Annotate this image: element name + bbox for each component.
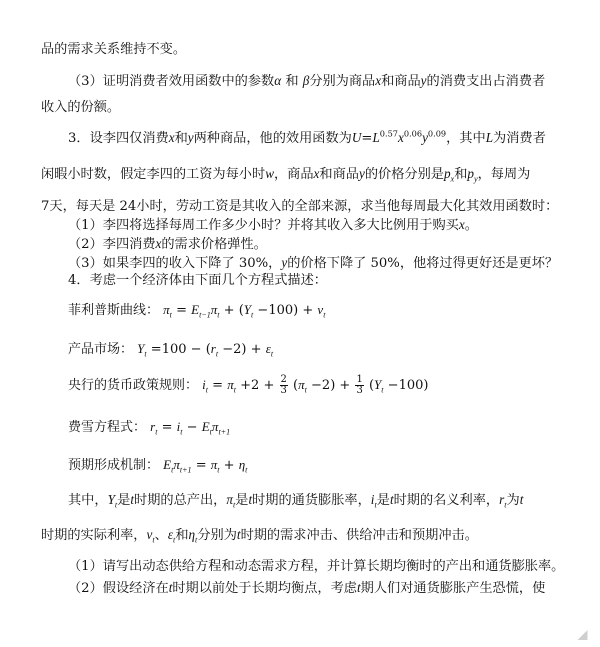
text-line-17: 时期的实际利率，$v_t$、$\varepsilon_t$和$\eta_t$分别为t时期的需求冲击、供给冲击和预期冲击。: [41, 527, 478, 545]
math-y: y: [358, 166, 365, 181]
line-text: 7天，每天是 24小时，劳动工资是其收入的全部来源，求当他每周最大化其效用函数时：: [41, 199, 559, 214]
math-y: y: [420, 73, 427, 88]
math-alpha: α: [274, 73, 282, 88]
line-text: ，每周为: [477, 167, 531, 182]
line-text: （3）如果李四的收入下降了 30%，: [68, 256, 282, 271]
line-text: 时期的通货膨胀率，: [252, 493, 371, 508]
line-text: 分别为商品: [309, 74, 376, 89]
equation-monetary-policy-rule: [68, 374, 428, 397]
text-line-19: （2）假设经济在t时期以前处于长期均衡点，考虑t期人们对通货膨胀产生恐慌，使: [68, 580, 546, 596]
math-x: x: [313, 166, 320, 181]
line-text: 时期的实际利率，: [41, 528, 147, 543]
text-line-4: [68, 128, 546, 149]
fraction-one-third: $\frac{1}{3}$: [356, 374, 363, 396]
line-text: 时期的总产出，: [134, 493, 227, 508]
line-text: 和商品: [319, 167, 359, 182]
line-text: 两种商品，他的效用函数为: [193, 131, 352, 146]
line-text: 3．设李四仅消费: [68, 131, 169, 146]
equation-label: 菲利普斯曲线：: [68, 303, 160, 318]
line-text: 时期的需求冲击、供给冲击和预期冲击。: [240, 528, 478, 543]
text-line-10: [68, 271, 327, 291]
line-text: （2）假设经济在: [68, 581, 169, 596]
text-line-7: [68, 215, 478, 236]
math-x: x: [155, 236, 162, 251]
line-text: 的价格下降了 50%，他将过得更好还是更坏？: [287, 256, 559, 271]
line-text: 期人们对通货膨胀产生恐慌，使: [360, 581, 546, 596]
line-text: ，商品: [273, 167, 314, 182]
line-text: 和: [175, 528, 189, 543]
utility-function: $U=L^{0.57}x^{0.06}y^{0.09}$: [351, 128, 447, 146]
line-text: 、: [154, 528, 168, 543]
line-text: ，其中: [446, 131, 486, 146]
math-x: x: [458, 217, 465, 232]
equation-body: $\pi_t = E_{t-1}\pi_t + (Y_t -100) + v_t$: [163, 302, 326, 320]
text-line-1: [41, 40, 186, 60]
equation-label: 预期形成机制：: [68, 458, 160, 473]
equation-product-market: [68, 338, 273, 361]
equation-expectation-formation: [68, 454, 247, 477]
text-line-8: [68, 234, 267, 255]
equation-body: $r_t = i_t - E_t\pi_{t+1}$: [150, 419, 231, 437]
line-text: 和: [454, 167, 468, 182]
equation-fisher: [68, 416, 230, 439]
fraction-two-thirds: $\frac{2}{3}$: [280, 374, 287, 396]
line-text: 是: [235, 493, 249, 508]
line-text: 分别为: [197, 528, 237, 543]
equation-body: $i_t = \pi_t +2$ + $\frac{2}{3}$ $(\pi_t -2)$ + $\frac{1}{3}$ $(Y_t -100)$: [202, 374, 429, 396]
equation-phillips-curve: [68, 299, 325, 322]
text-line-5: [41, 164, 530, 185]
equation-label: 费雪方程式：: [68, 420, 147, 435]
line-text: 品的需求关系维持不变。: [41, 42, 187, 57]
math-x: x: [168, 130, 175, 145]
page-curl-icon: [578, 630, 593, 645]
line-text: （2）李四消费: [68, 237, 156, 252]
equation-label: 央行的货币政策规则：: [68, 378, 199, 393]
math-w: w: [265, 166, 274, 181]
line-text: 的需求价格弹性。: [161, 237, 267, 252]
math-y: y: [187, 130, 194, 145]
equation-label: 产品市场：: [68, 342, 134, 357]
line-text: 时期以前处于长期均衡点，考虑: [172, 581, 357, 596]
text-line-18: [68, 557, 564, 577]
line-text: 为: [506, 493, 520, 508]
equation-body: $Y_t =100 - (r_t -2) + \varepsilon_t$: [137, 341, 274, 359]
line-text: 收入的份额。: [41, 100, 121, 115]
line-text: （1）请写出动态供给方程和动态需求方程，并计算长期均衡时的产出和通货膨胀率。: [68, 559, 565, 574]
math-beta: β: [302, 73, 310, 88]
math-x: x: [375, 73, 382, 88]
line-text: 和商品: [381, 74, 421, 89]
line-text: 时期的名义利率，: [393, 493, 500, 508]
math-L: L: [485, 130, 494, 145]
line-text: 的消费支出占消费者: [426, 74, 546, 89]
price-py: $p_y$: [467, 166, 478, 184]
line-text: 是: [376, 493, 390, 508]
line-text: 为消费者: [493, 131, 546, 146]
text-line-2: [68, 71, 545, 92]
price-px: $p_x$: [443, 166, 455, 184]
text-line-6: [41, 197, 558, 217]
line-text: （3）证明消费者效用函数中的参数: [68, 74, 275, 89]
math-y: y: [281, 255, 288, 270]
line-text: （1）李四将选择每周工作多少小时？并将其收入多大比例用于购买: [68, 218, 459, 233]
line-text: 闲暇小时数，假定李四的工资为每小时: [41, 167, 266, 182]
line-text: 4．考虑一个经济体由下面几个方程式描述：: [68, 273, 327, 288]
line-text: 的价格分别是: [364, 167, 444, 182]
line-text: 和: [285, 74, 299, 89]
line-text: 和: [174, 131, 188, 146]
line-text: 。: [464, 218, 478, 233]
line-text: 其中，: [68, 493, 108, 508]
text-line-16: 其中，$Y_t$是t时期的总产出，$\pi_t$是t时期的通货膨胀率，$i_t$是t时期的名义利率，$r_t$为t: [68, 492, 524, 510]
text-line-3: [41, 98, 120, 118]
equation-body: $E_t\pi_{t+1} = \pi_t + \eta_t$: [163, 457, 248, 475]
line-text: 是: [117, 493, 131, 508]
